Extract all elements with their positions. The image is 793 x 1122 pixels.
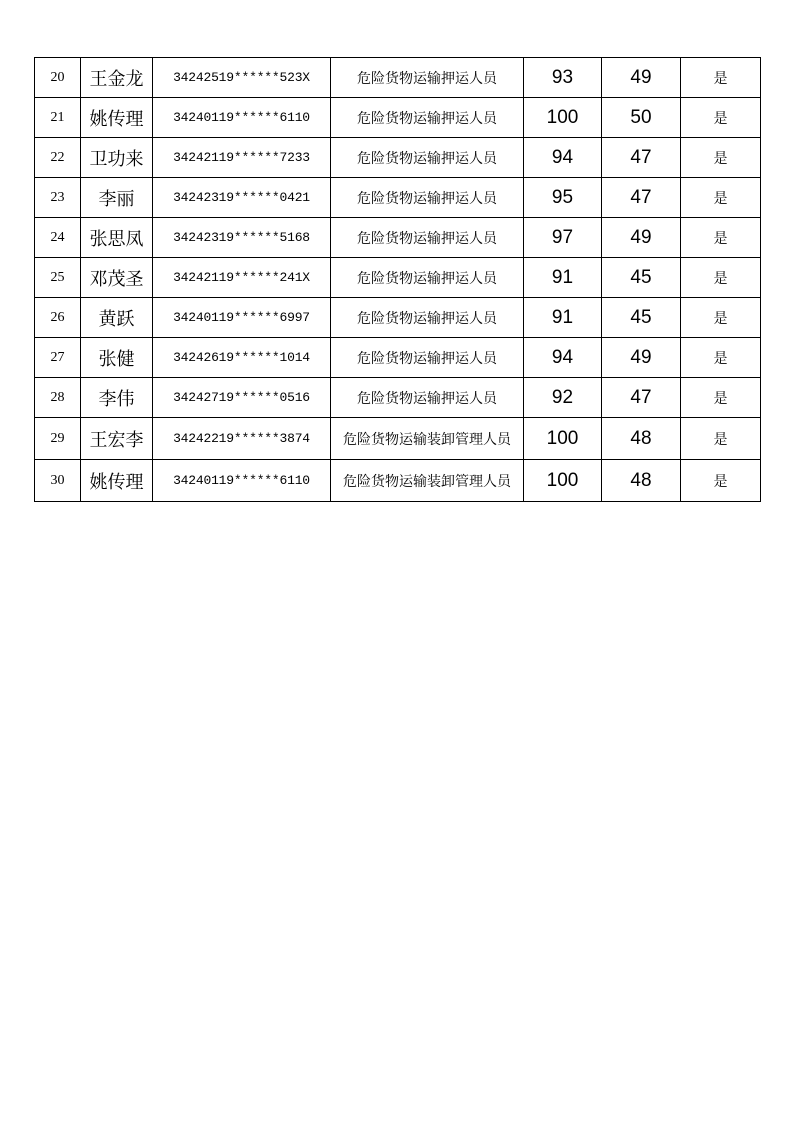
row-number: 25 — [35, 258, 81, 298]
pass-status: 是 — [681, 460, 761, 502]
score-1: 94 — [524, 138, 602, 178]
job-category: 危险货物运输押运人员 — [331, 338, 524, 378]
job-category: 危险货物运输押运人员 — [331, 298, 524, 338]
pass-status: 是 — [681, 258, 761, 298]
results-table — [34, 57, 761, 502]
id-number: 34242619******1014 — [153, 338, 331, 378]
score-2: 45 — [602, 298, 681, 338]
score-1: 100 — [524, 98, 602, 138]
table-row — [35, 418, 761, 460]
score-2: 50 — [602, 98, 681, 138]
person-name: 王金龙 — [81, 58, 153, 98]
score-1: 91 — [524, 258, 602, 298]
score-1: 97 — [524, 218, 602, 258]
row-number: 23 — [35, 178, 81, 218]
pass-status: 是 — [681, 338, 761, 378]
score-2: 49 — [602, 218, 681, 258]
score-1: 91 — [524, 298, 602, 338]
score-2: 48 — [602, 460, 681, 502]
id-number: 34242319******0421 — [153, 178, 331, 218]
row-number: 29 — [35, 418, 81, 460]
results-table-body — [35, 58, 761, 502]
row-number: 21 — [35, 98, 81, 138]
pass-status: 是 — [681, 218, 761, 258]
pass-status: 是 — [681, 418, 761, 460]
score-1: 94 — [524, 338, 602, 378]
score-2: 48 — [602, 418, 681, 460]
id-number: 34240119******6997 — [153, 298, 331, 338]
table-row — [35, 218, 761, 258]
table-row — [35, 298, 761, 338]
person-name: 张思凤 — [81, 218, 153, 258]
pass-status: 是 — [681, 138, 761, 178]
id-number: 34242119******241X — [153, 258, 331, 298]
score-2: 47 — [602, 178, 681, 218]
score-1: 93 — [524, 58, 602, 98]
person-name: 姚传理 — [81, 460, 153, 502]
job-category: 危险货物运输押运人员 — [331, 218, 524, 258]
row-number: 28 — [35, 378, 81, 418]
table-row — [35, 98, 761, 138]
job-category: 危险货物运输押运人员 — [331, 58, 524, 98]
job-category: 危险货物运输装卸管理人员 — [331, 460, 524, 502]
job-category: 危险货物运输押运人员 — [331, 138, 524, 178]
id-number: 34242719******0516 — [153, 378, 331, 418]
score-2: 47 — [602, 138, 681, 178]
person-name: 张健 — [81, 338, 153, 378]
person-name: 卫功来 — [81, 138, 153, 178]
score-2: 45 — [602, 258, 681, 298]
score-1: 100 — [524, 418, 602, 460]
id-number: 34242519******523X — [153, 58, 331, 98]
person-name: 王宏李 — [81, 418, 153, 460]
id-number: 34240119******6110 — [153, 98, 331, 138]
table-row — [35, 378, 761, 418]
pass-status: 是 — [681, 58, 761, 98]
pass-status: 是 — [681, 98, 761, 138]
score-2: 49 — [602, 338, 681, 378]
person-name: 黄跃 — [81, 298, 153, 338]
job-category: 危险货物运输押运人员 — [331, 258, 524, 298]
person-name: 李丽 — [81, 178, 153, 218]
table-row — [35, 338, 761, 378]
job-category: 危险货物运输押运人员 — [331, 98, 524, 138]
table-row — [35, 138, 761, 178]
score-1: 100 — [524, 460, 602, 502]
id-number: 34242319******5168 — [153, 218, 331, 258]
score-1: 95 — [524, 178, 602, 218]
person-name: 李伟 — [81, 378, 153, 418]
pass-status: 是 — [681, 178, 761, 218]
table-row — [35, 178, 761, 218]
pass-status: 是 — [681, 298, 761, 338]
job-category: 危险货物运输押运人员 — [331, 178, 524, 218]
row-number: 26 — [35, 298, 81, 338]
id-number: 34242119******7233 — [153, 138, 331, 178]
person-name: 邓茂圣 — [81, 258, 153, 298]
score-1: 92 — [524, 378, 602, 418]
pass-status: 是 — [681, 378, 761, 418]
score-2: 49 — [602, 58, 681, 98]
person-name: 姚传理 — [81, 98, 153, 138]
row-number: 20 — [35, 58, 81, 98]
table-row — [35, 58, 761, 98]
row-number: 27 — [35, 338, 81, 378]
score-2: 47 — [602, 378, 681, 418]
row-number: 22 — [35, 138, 81, 178]
job-category: 危险货物运输押运人员 — [331, 378, 524, 418]
row-number: 24 — [35, 218, 81, 258]
job-category: 危险货物运输装卸管理人员 — [331, 418, 524, 460]
id-number: 34240119******6110 — [153, 460, 331, 502]
table-row — [35, 460, 761, 502]
id-number: 34242219******3874 — [153, 418, 331, 460]
row-number: 30 — [35, 460, 81, 502]
table-row — [35, 258, 761, 298]
